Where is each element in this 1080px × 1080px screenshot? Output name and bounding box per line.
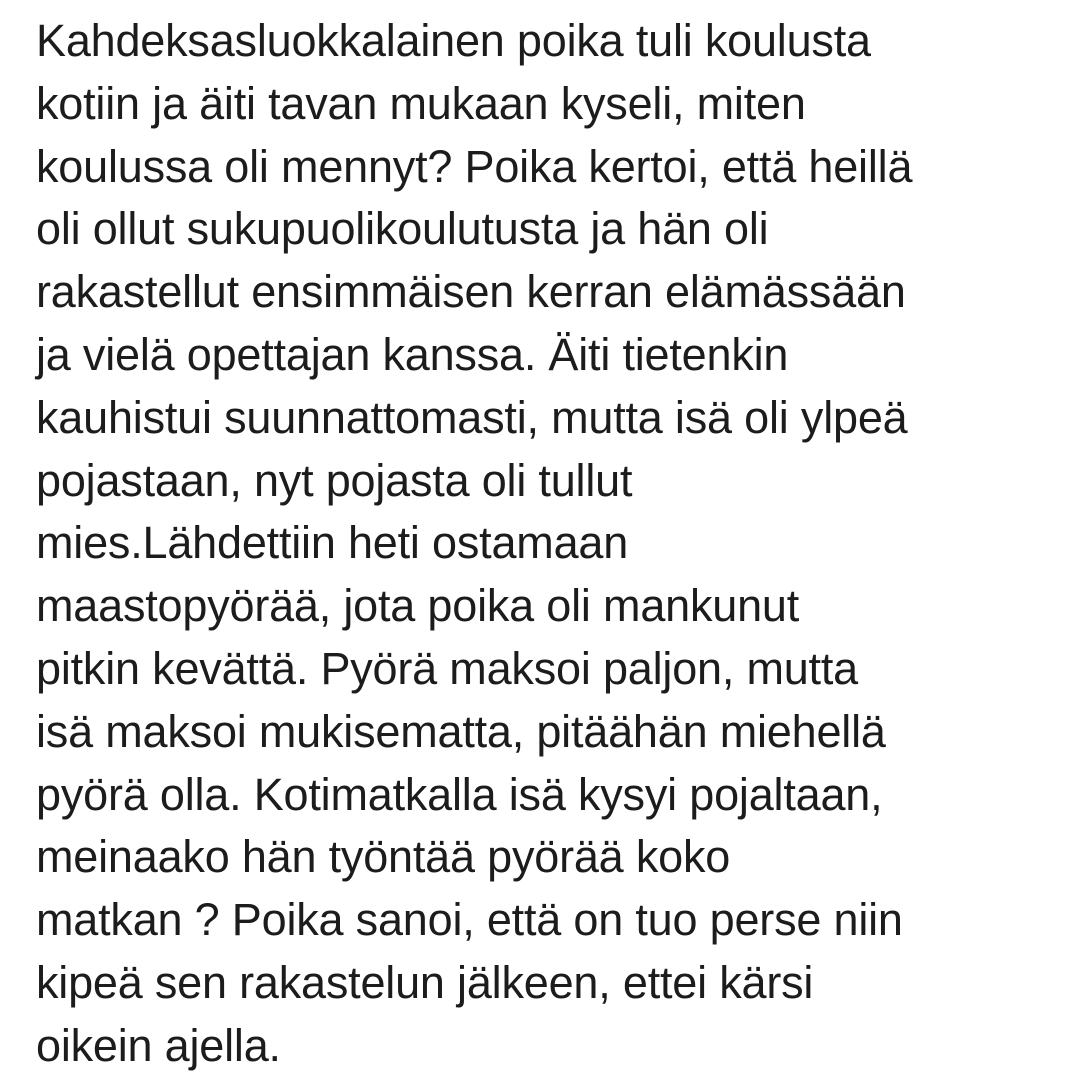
text-line-9: mies.Lähdettiin heti ostamaan [36,517,629,569]
text-line-6: ja vielä opettajan kanssa. Äiti tietenkin [36,328,789,380]
text-line-16: kipeä sen rakastelun jälkeen, ettei kärsi [36,956,814,1008]
text-line-1: Kahdeksasluokkalainen poika tuli koulusta [36,15,871,66]
text-line-4: oli ollut sukupuolikoulutusta ja hän oli [36,203,769,255]
text-line-15: matkan ? Poika sanoi, että on tuo perse niin [36,894,903,946]
text-line-2: kotiin ja äiti tavan mukaan kyseli, miten [36,77,806,129]
text-line-12: isä maksoi mukisematta, pitäähän miehellä [36,705,886,757]
text-line-11: pitkin kevättä. Pyörä maksoi paljon, mutta [36,642,858,694]
text-line-5: rakastellut ensimmäisen kerran elämässään [36,266,906,318]
text-line-10: maastopyörää, jota poika oli mankunut [36,580,800,632]
text-line-17: oikein ajella. [36,1019,281,1071]
text-line-14: meinaako hän työntää pyörää koko [36,831,731,883]
text-line-7: kauhistui suunnattomasti, mutta isä oli ylpeä [36,391,908,443]
text-line-8: pojastaan, nyt pojasta oli tullut [36,454,633,506]
post-text [36,10,1066,1078]
text-line-3: koulussa oli mennyt? Poika kertoi, että heillä [36,140,913,192]
text-line-13: pyörä olla. Kotimatkalla isä kysyi pojaltaan, [36,768,883,820]
